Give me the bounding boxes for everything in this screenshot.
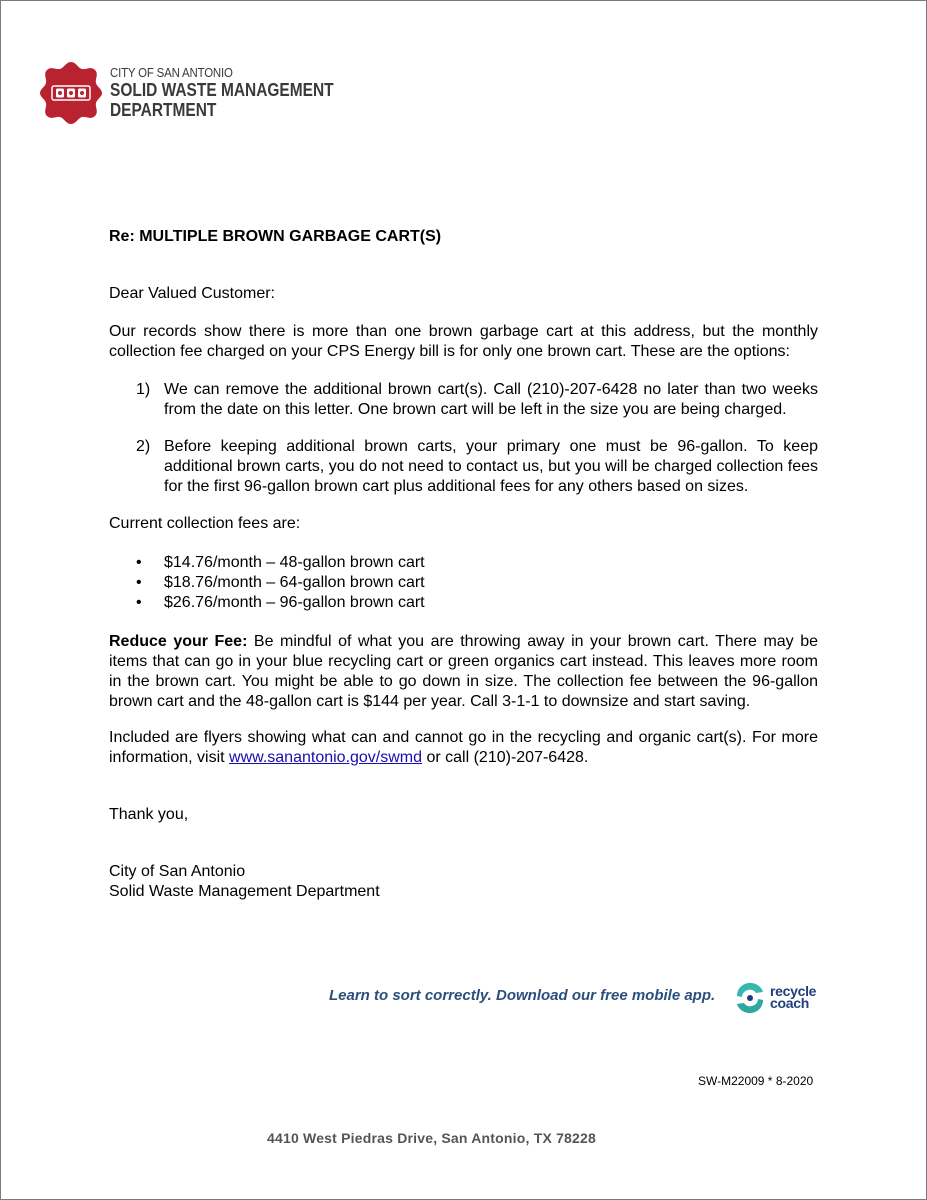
recycle-coach-icon (732, 980, 768, 1016)
department-address: 4410 West Piedras Drive, San Antonio, TX 78228 (267, 1130, 596, 1146)
recycle-coach-logo (732, 980, 827, 1018)
city-seal-icon (38, 60, 104, 126)
bullet-icon: • (136, 594, 142, 611)
fee-text: $14.76/month – 48-gallon brown cart (164, 554, 425, 571)
org-line3: DEPARTMENT (110, 100, 217, 120)
department-logo (38, 60, 334, 126)
letter-subject: Re: MULTIPLE BROWN GARBAGE CART(S) (109, 228, 442, 245)
option-text: We can remove the additional brown cart(s). Call (210)-207-6428 no later than two weeks from the date on this letter. One brown cart will be left in the size you are being charged. (164, 381, 818, 418)
option-item (109, 437, 818, 497)
fee-list-item (109, 593, 425, 613)
department-name (110, 66, 370, 119)
letter-intro: Our records show there is more than one brown garbage cart at this address, but the monthly collection fee charged on your CPS Energy bill is for only one brown cart. These are the options: (109, 323, 818, 360)
option-number: 2) (136, 438, 151, 455)
app-promo-text: Learn to sort correctly. Download our free mobile app. (329, 987, 716, 1004)
letter-greeting: Dear Valued Customer: (109, 285, 275, 302)
fee-text: $18.76/month – 64-gallon brown cart (164, 574, 425, 591)
included-text: Included are flyers showing what can and cannot go in the recycling and organic cart(s). For more information, visit (109, 729, 818, 766)
option-text: Before keeping additional brown carts, your primary one must be 96-gallon. To keep additional brown carts, you do not need to contact us, but you will be charged collection fees for the first 96-gallon brown cart plus additional fees for any others based on sizes. (164, 438, 818, 495)
fee-list-item (109, 553, 425, 573)
reduce-fee-text: Be mindful of what you are throwing away in your brown cart. There may be items that can go in your blue recycling cart or green organics cart instead. This leaves more room in the brown cart. You might be able to go down in size. The collection fee between the 96-gallon brown cart and the 48-gallon cart is $144 per year. Call 3-1-1 to downsize and start saving. (109, 633, 818, 710)
org-line1: CITY OF SAN ANTONIO (110, 65, 233, 80)
included-paragraph (109, 728, 818, 768)
option-number: 1) (136, 381, 151, 398)
letter-closing: Thank you, (109, 806, 189, 823)
reduce-fee-paragraph (109, 632, 818, 712)
recycle-coach-wordmark (770, 985, 816, 1009)
swmd-website-link[interactable]: www.sanantonio.gov/swmd (229, 749, 423, 766)
fee-list-item (109, 573, 425, 593)
signature-line1: City of San Antonio (109, 863, 246, 880)
signature-line2: Solid Waste Management Department (109, 883, 380, 900)
fee-text: $26.76/month – 96-gallon brown cart (164, 594, 425, 611)
app-name-line2: coach (770, 995, 809, 1011)
reduce-fee-label: Reduce your Fee: (109, 633, 248, 650)
org-line2: SOLID WASTE MANAGEMENT (110, 80, 334, 100)
app-name-line1: recycle (770, 983, 817, 999)
form-code: SW-M22009 * 8-2020 (698, 1074, 814, 1088)
fees-label: Current collection fees are: (109, 515, 301, 532)
included-tail: or call (210)-207-6428. (422, 749, 589, 766)
bullet-icon: • (136, 574, 142, 591)
bullet-icon: • (136, 554, 142, 571)
option-item (109, 380, 818, 420)
